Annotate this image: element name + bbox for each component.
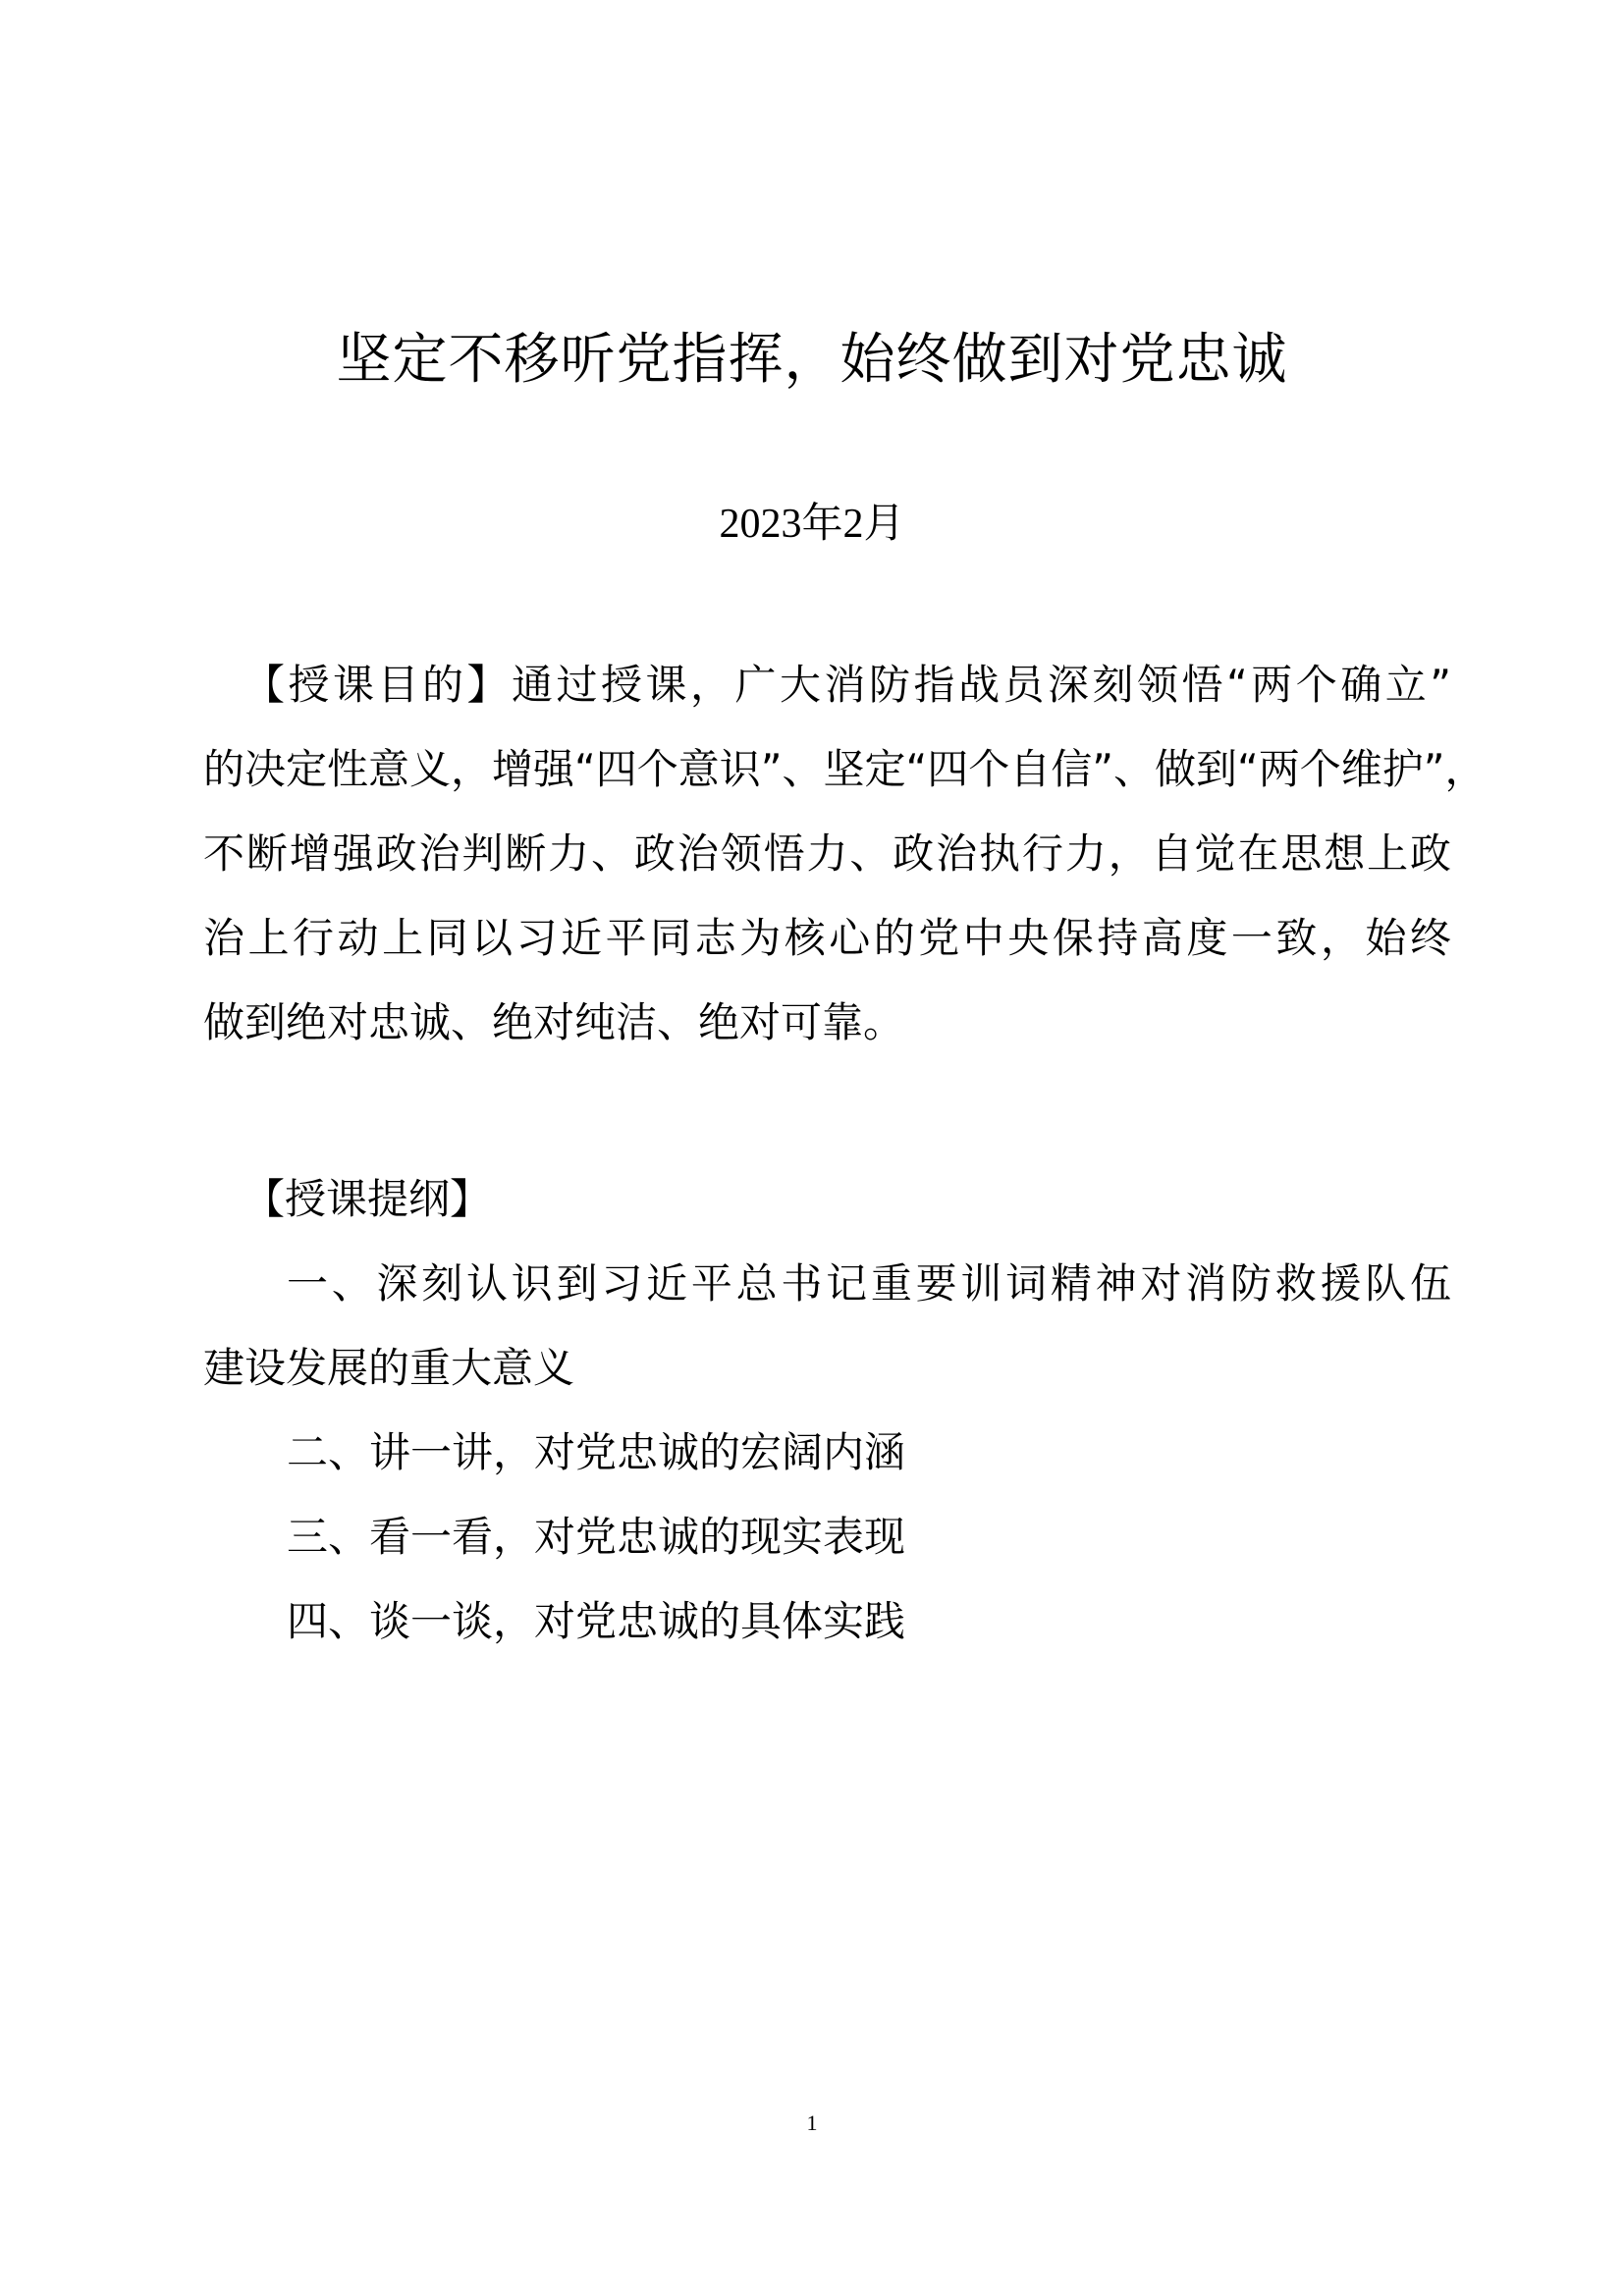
- purpose-line: 做到绝对忠诚、绝对纯洁、绝对可靠。: [203, 998, 905, 1046]
- purpose-line: 【授课目的】通过授课，广大消防指战员深刻领悟“两个确立”: [244, 661, 1451, 709]
- purpose-line: 治上行动上同以习近平同志为核心的党中央保持高度一致，始终: [203, 914, 1451, 962]
- page-number: 1: [806, 2110, 818, 2135]
- purpose-line: 不断增强政治判断力、政治领悟力、政治执行力，自觉在思想上政: [203, 829, 1451, 878]
- outline-item: 三、看一看，对党忠诚的现实表现: [287, 1513, 906, 1561]
- document-title: 坚定不移听党指挥，始终做到对党忠诚: [336, 328, 1288, 392]
- outline-item: 一、深刻认识到习近平总书记重要训词精神对消防救援队伍: [287, 1259, 1451, 1308]
- purpose-line: 的决定性意义，增强“四个意识”、坚定“四个自信”、做到“两个维护”，: [203, 745, 1487, 793]
- outline-item: 四、谈一谈，对党忠诚的具体实践: [287, 1597, 906, 1645]
- document-date: 2023年2月: [719, 502, 905, 547]
- outline-heading: 【授课提纲】: [244, 1175, 492, 1223]
- outline-item: 建设发展的重大意义: [203, 1344, 575, 1392]
- outline-item: 二、讲一讲，对党忠诚的宏阔内涵: [287, 1428, 906, 1476]
